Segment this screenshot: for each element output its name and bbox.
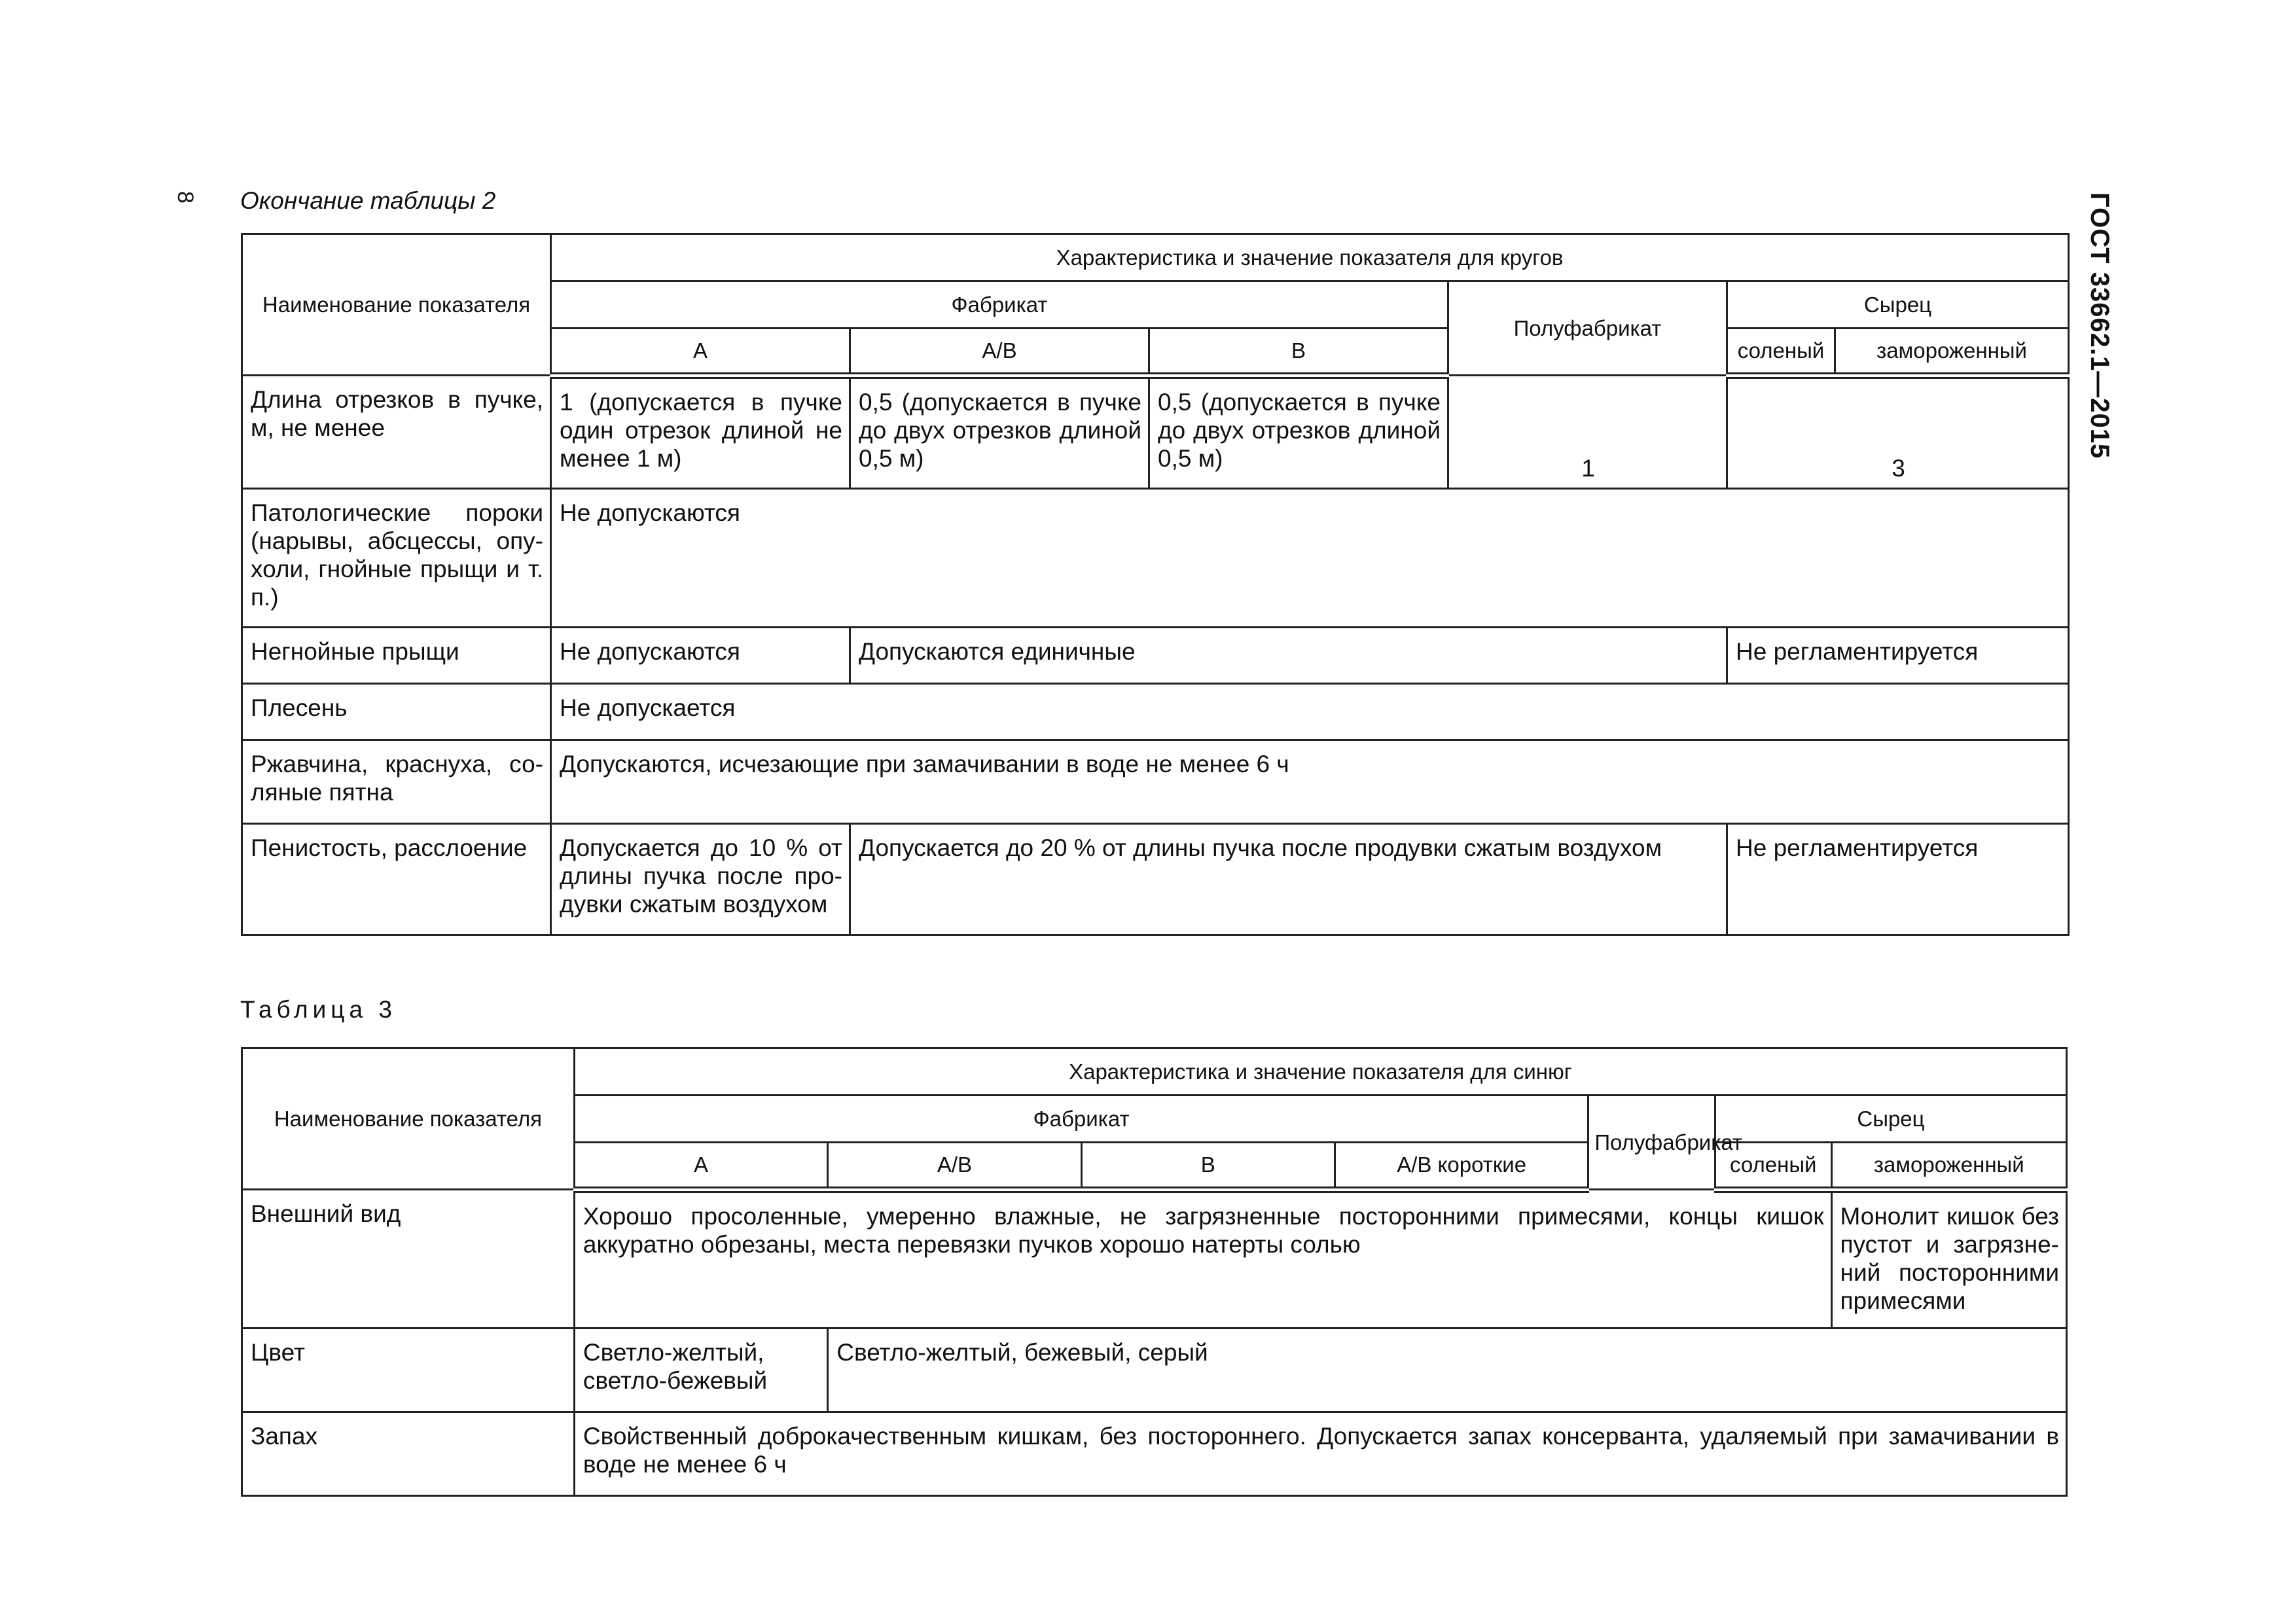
table-3	[241, 1047, 2068, 1497]
header-syrec: Сырец	[1727, 281, 2069, 329]
table-row	[242, 1329, 2067, 1412]
row-name: Плесень	[242, 684, 551, 740]
table3-caption: Таблица 3	[240, 996, 397, 1023]
document-code: ГОСТ 33662.1—2015	[2085, 192, 2114, 459]
cell-b: 0,5 (допускается в пучке до двух отрезков длиной 0,5 м)	[1149, 376, 1448, 489]
cell-syrec: 3	[1727, 376, 2069, 489]
row-name: Патологические пороки (нарывы, абсцессы, опухоли, гнойные прыщи и т. п.)	[242, 489, 551, 628]
header-solenyi: соленый	[1715, 1143, 1831, 1190]
cell-a: Допускается до 10 % от длины пучка после продувки сжатым воздухом	[551, 824, 850, 935]
cell-value: Не допускается	[551, 684, 2069, 740]
table-row	[242, 684, 2069, 740]
header-b: В	[1149, 329, 1448, 376]
header-ab: А/В	[850, 329, 1149, 376]
header-b: В	[1081, 1143, 1335, 1190]
header-polufabrikat: Полуфабрикат	[1588, 1096, 1715, 1190]
table-row	[242, 740, 2069, 824]
header-a: А	[574, 1143, 827, 1190]
cell-ab: 0,5 (допускается в пучке до двух отрезков длиной 0,5 м)	[850, 376, 1149, 489]
row-name: Пенистость, расслоение	[242, 824, 551, 935]
cell-polufabrikat: 1	[1448, 376, 1727, 489]
header-ab-short: А/В короткие	[1335, 1143, 1588, 1190]
cell-a: Не допускаются	[551, 628, 850, 684]
cell-a: 1 (допускается в пучке один отрезок длиной не менее 1 м)	[551, 376, 850, 489]
header-a: А	[551, 329, 850, 376]
row-name: Негнойные прыщи	[242, 628, 551, 684]
row-name: Длина отрезков в пучке, м, не менее	[242, 376, 551, 489]
row-name: Запах	[242, 1412, 575, 1496]
cell-a: Светло-желтый, светло-бежевый	[574, 1329, 827, 1412]
header-syrec: Сырец	[1715, 1096, 2066, 1143]
cell-value: Не допускаются	[551, 489, 2069, 628]
page-number: 8	[173, 191, 198, 204]
table2-continuation-caption: Окончание таблицы 2	[240, 187, 496, 214]
cell-syrec: Не регламентируется	[1727, 824, 2069, 935]
cell-ab-to-polufabrikat: Допускаются единичные	[850, 628, 1727, 684]
cell-syrec: Не регламентируется	[1727, 628, 2069, 684]
table-row	[242, 376, 2069, 489]
header-group-sinyugi: Характеристика и значение показателя для синюг	[574, 1048, 2066, 1096]
header-indicator-name: Наименование показателя	[242, 1048, 575, 1190]
header-solenyi: соленый	[1727, 329, 1835, 376]
row-name: Ржавчина, краснуха, соляные пятна	[242, 740, 551, 824]
table-row	[242, 824, 2069, 935]
header-fabrikat: Фабрикат	[574, 1096, 1588, 1143]
header-ab: А/В	[828, 1143, 1081, 1190]
header-zamorozhennyi: замороженный	[1831, 1143, 2066, 1190]
table-row	[242, 1412, 2067, 1496]
cell-ab-to-polufabrikat: Допускается до 20 % от длины пучка после продувки сжатым воздухом	[850, 824, 1727, 935]
table-row	[242, 489, 2069, 628]
header-group-krugi: Характеристика и значение показателя для кругов	[551, 234, 2069, 281]
table-row	[242, 628, 2069, 684]
cell-rest: Светло-желтый, бежевый, серый	[828, 1329, 2067, 1412]
cell-zamorozhennyi: Монолит кишок без пустот и загрязнений посторонними примесями	[1831, 1190, 2066, 1329]
cell-value: Допускаются, исчезающие при замачивании в воде не менее 6 ч	[551, 740, 2069, 824]
cell-main: Хорошо просоленные, умеренно влажные, не загрязненные посторонними примесями, концы кишок аккуратно обрезаны, места перевязки пучков хорошо натерты солью	[574, 1190, 1831, 1329]
cell-value: Свойственный доброкачественным кишкам, без постороннего. Допускается запах консерванта, удаляемый при замачивании в воде не менее 6 ч	[574, 1412, 2066, 1496]
header-indicator-name: Наименование показателя	[242, 234, 551, 376]
header-fabrikat: Фабрикат	[551, 281, 1448, 329]
header-zamorozhennyi: замороженный	[1835, 329, 2069, 376]
table-row	[242, 1190, 2067, 1329]
row-name: Цвет	[242, 1329, 575, 1412]
row-name: Внешний вид	[242, 1190, 575, 1329]
header-polufabrikat: Полуфабрикат	[1448, 281, 1727, 376]
table-2	[241, 233, 2070, 936]
